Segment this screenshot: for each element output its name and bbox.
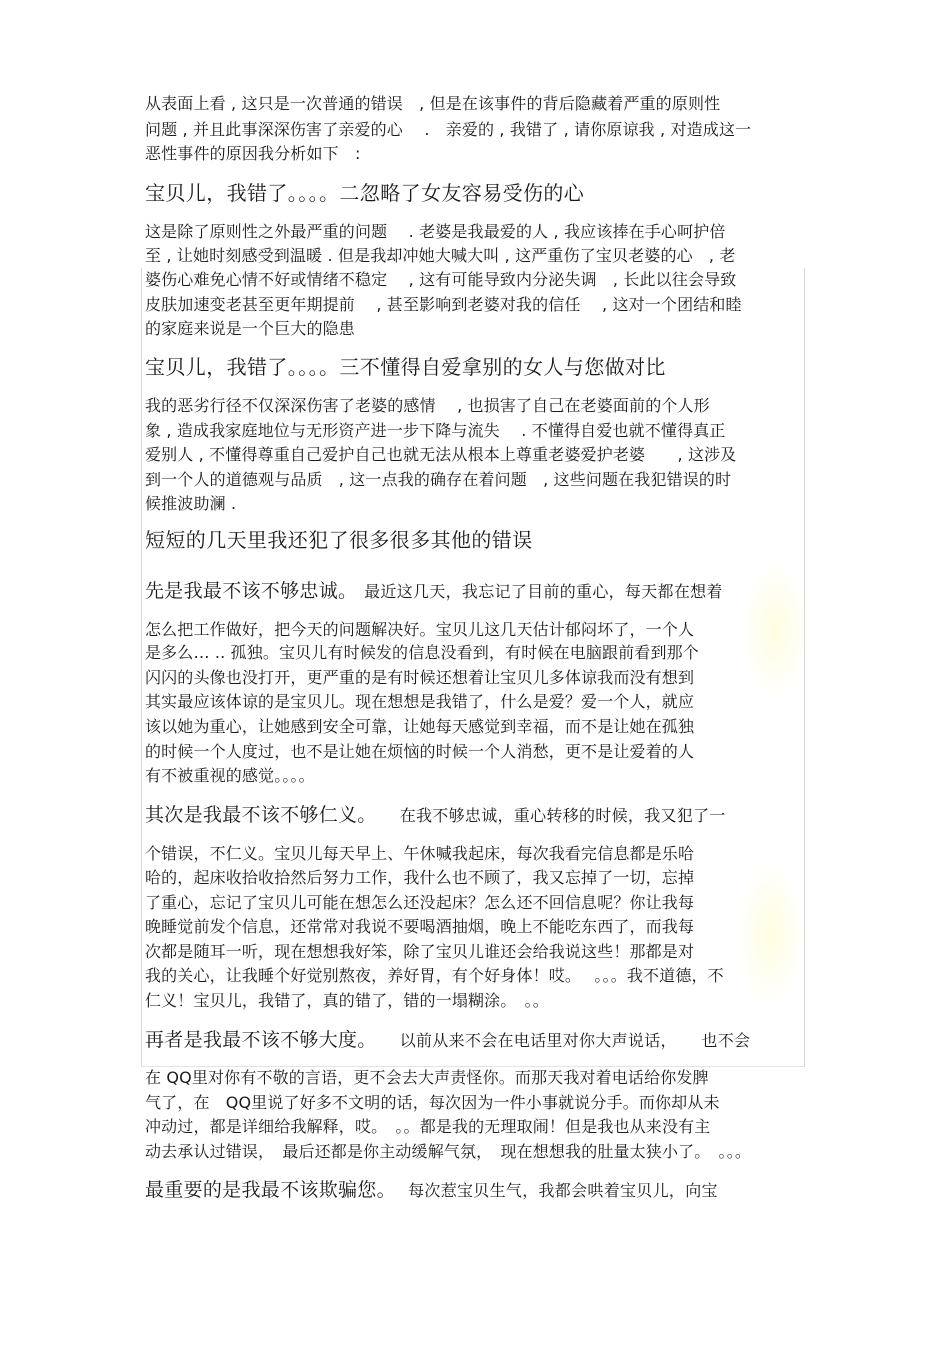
paragraph-line: 在 QQ里对你有不敬的言语，更不会去大声责怪你。而那天我对着电话给你发脾 [145,1068,709,1087]
paragraph-line: 爱别人 , 不懂得尊重自己爱护自己也就无法从根本上尊重老婆爱护老婆 , 这涉及 [145,445,737,464]
lead-phrase: 其次是我最不该不够仁义。 [145,804,368,826]
paragraph-line: 晚睡觉前发个信息，还常常对我说不要喝酒抽烟，晚上不能吃东西了，而我每 [145,917,695,936]
lead-rest: 每次惹宝贝生气，我都会哄着宝贝儿，向宝 [386,1181,718,1200]
paragraph-line: 至 , 让她时刻感受到温暖 . 但是我却冲她大喊大叫 , 这严重伤了宝贝老婆的心 , 老 [145,246,736,265]
paragraph-line: 闪闪的头像也没打开，更严重的是有时候还想着让宝贝儿多体谅我而没有想到 [145,668,695,687]
section-heading: 宝贝儿，我错了。。。。三不懂得自爱拿别的女人与您做对比 [145,355,666,379]
lead-line [145,578,723,604]
paragraph-line: 怎么把工作做好，把今天的问题解决好。宝贝儿这几天估计郁闷坏了，一个人 [145,620,695,639]
paragraph-line: 的时候一个人度过，也不是让她在烦恼的时候一个人消愁，更不是让爱着的人 [145,742,695,761]
lead-line [145,1177,718,1203]
paragraph-line: 动去承认过错误， 最后还都是你主动缓解气氛， 现在想想我的肚量太狭小了。 。。。 [145,1142,752,1161]
paragraph-line: 我的恶劣行径不仅深深伤害了老婆的感情 , 也损害了自己在老婆面前的个人形 [145,396,710,415]
lead-phrase: 最重要的是我最不该欺骗您。 [145,1179,387,1201]
paragraph-line: 了重心，忘记了宝贝儿可能在想怎么还没起床？怎么还不回信息呢？你让我每 [145,893,695,912]
section-heading: 宝贝儿，我错了。。。。二忽略了女友容易受伤的心 [145,181,585,205]
paragraph-line: 皮肤加速变老甚至更年期提前 , 甚至影响到老婆对我的信任 , 这对一个团结和睦 [145,295,742,314]
lead-phrase: 先是我最不该不够忠诚。 [145,580,348,602]
section-heading: 短短的几天里我还犯了很多很多其他的错误 [145,528,533,552]
lead-phrase: 再者是我最不该不够大度。 [145,1029,368,1051]
scan-glow [740,560,810,700]
lead-rest: 以前从来不会在电话里对你大声说话， 也不会 [367,1031,751,1050]
lead-rest: 在我不够忠诚，重心转移的时候，我又犯了一 [367,806,726,825]
lead-line [145,1027,750,1053]
paragraph-line: 冲动过，都是详细给我解释，哎。 。。都是我的无理取闹！但是我也从来没有主 [145,1117,711,1136]
paragraph-line: 哈的，起床收拾收拾然后努力工作，我什么也不顾了，我又忘掉了一切，忘掉 [145,868,695,887]
paragraph-line: 这是除了原则性之外最严重的问题 . 老婆是我最爱的人 , 我应该捧在手心呵护倍 [145,222,726,241]
paragraph-line: 从表面上看 , 这只是一次普通的错误 , 但是在该事件的背后隐藏着严重的原则性 [145,94,721,113]
paragraph-line: 仁义！宝贝儿，我错了，真的错了，错的一塌糊涂。 。。 [145,991,549,1010]
paragraph-line: 个错误，不仁义。宝贝儿每天早上、午休喊我起床，每次我看完信息都是乐哈 [145,844,695,863]
paragraph-line: 象 , 造成我家庭地位与无形资产进一步下降与流失 . 不懂得自爱也就不懂得真正 [145,421,726,440]
paragraph-line: 我的关心，让我睡个好觉别熬夜，养好胃，有个好身体！哎。 。。。我不道德，不 [145,966,724,985]
paragraph-line: 候推波助澜 . [145,494,237,513]
paragraph-line: 婆伤心难免心情不好或情绪不稳定 , 这有可能导致内分泌失调 , 长此以往会导致 [145,270,737,289]
lead-rest: 最近这几天，我忘记了目前的重心，每天都在想着 [347,582,723,601]
paragraph-line: 有不被重视的感觉。。。。 [145,766,315,785]
paragraph-line: 次都是随耳一听，现在想想我好笨，除了宝贝儿谁还会给我说这些！那都是对 [145,942,695,961]
scan-glow [735,860,805,1010]
paragraph-line: 恶性事件的原因我分析如下 : [145,144,361,163]
paragraph-line: 是多么… .. 孤独。宝贝儿有时候发的信息没看到，有时候在电脑跟前看到那个 [145,643,699,662]
paragraph-line: 到一个人的道德观与品质 , 这一点我的确存在着问题 , 这些问题在我犯错误的时 [145,470,732,489]
paragraph-line: 气了，在 QQ里说了好多不文明的话，每次因为一件小事就说分手。而你却从未 [145,1093,720,1112]
lead-line [145,802,726,828]
paragraph-line: 其实最应该体谅的是宝贝儿。现在想想是我错了，什么是爱？爱一个人，就应 [145,692,695,711]
paragraph-line: 的家庭来说是一个巨大的隐患 [145,319,355,338]
paragraph-line: 问题 , 并且此事深深伤害了亲爱的心 . 亲爱的 , 我错了 , 请你原谅我 , 对造成这一 [145,120,752,139]
paragraph-line: 该以她为重心，让她感到安全可靠，让她每天感觉到幸福，而不是让她在孤独 [145,717,695,736]
